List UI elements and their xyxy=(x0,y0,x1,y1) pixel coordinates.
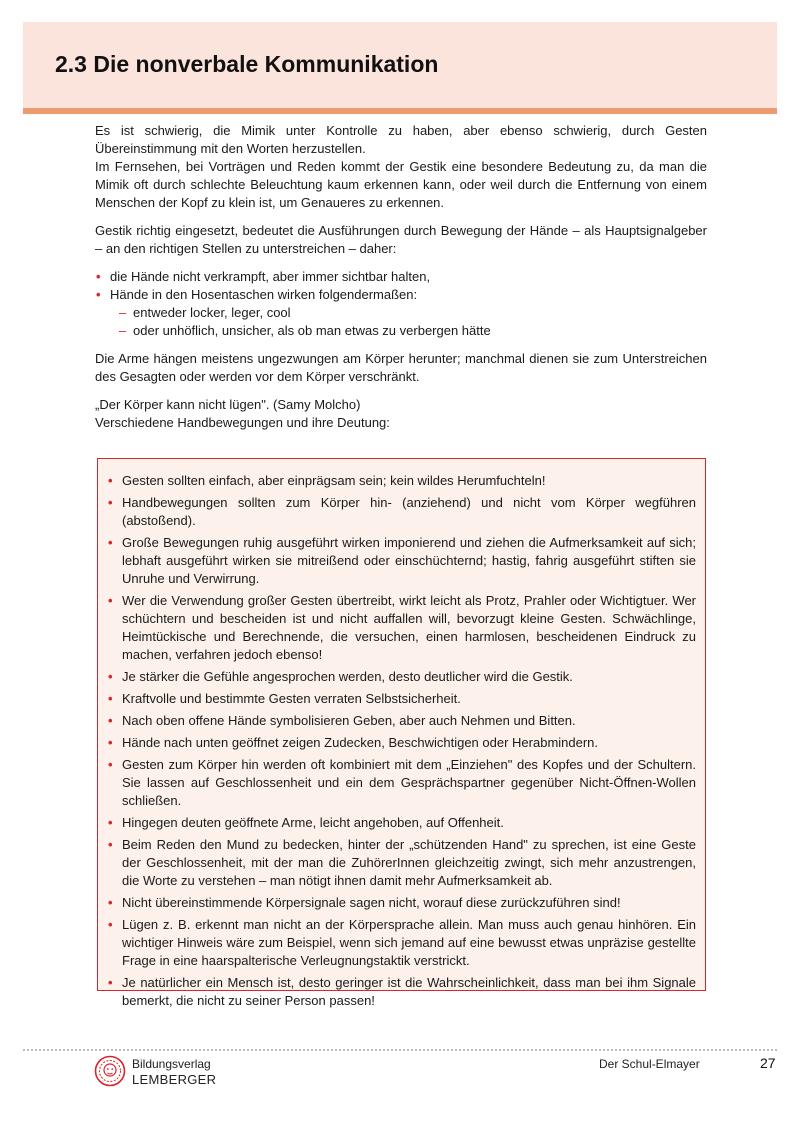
gesture-item: • Lügen z. B. erkennt man nicht an der Körpersprache allein. Man muss auch genau hinhören. Ein wichtiger Hinweis wäre zum Beispiel, wenn sich jemand auf eine bewusst etwas unpräzise gestellte Frage in eine haarspalterische Verleugnungstaktik verstrickt. xyxy=(107,916,696,970)
gesture-item: • Gesten sollten einfach, aber einprägsam sein; kein wildes Herumfuchteln! xyxy=(107,472,696,490)
gesture-item: • Nach oben offene Hände symbolisieren Geben, aber auch Nehmen und Bitten. xyxy=(107,712,696,730)
gesture-item: • Wer die Verwendung großer Gesten übertreibt, wirkt leicht als Protz, Prahler oder Wichtigtuer. Wer schüchtern und bescheiden ist und nicht auffallen will, bevorzugt kleine Gesten. Schwächlinge, Heimtückische und Berechnende, die versuchen, einen harmlosen, bescheidenen Eindruck zu machen, verfahren jedoch ebenso! xyxy=(107,592,696,664)
quote: „Der Körper kann nicht lügen". (Samy Molcho) xyxy=(95,397,361,412)
book-title: Der Schul-Elmayer xyxy=(599,1057,700,1071)
bullet-item: • die Hände nicht verkrampft, aber immer sichtbar halten, xyxy=(95,268,707,286)
gesture-item: • Je natürlicher ein Mensch ist, desto geringer ist die Wahrscheinlichkeit, dass man bei ihm Signale bemerkt, die nicht zu seiner Person passen! xyxy=(107,974,696,1010)
page-title: 2.3 Die nonverbale Kommunikation xyxy=(55,51,439,77)
publisher-name-line1: Bildungsverlag xyxy=(132,1057,211,1071)
gesture-item: • Kraftvolle und bestimmte Gesten verraten Selbstsicherheit. xyxy=(107,690,696,708)
gesture-item: • Je stärker die Gefühle angesprochen werden, desto deutlicher wird die Gestik. xyxy=(107,668,696,686)
gesture-item: • Nicht übereinstimmende Körpersignale sagen nicht, worauf diese zurückzuführen sind! xyxy=(107,894,696,912)
intro-paragraph-3: Gestik richtig eingesetzt, bedeutet die Ausführungen durch Bewegung der Hände – als Hauptsignalgeber – an den richtigen Stellen zu unterstreichen – daher: xyxy=(95,223,707,256)
intro-bullet-list xyxy=(95,268,707,340)
gesture-item: • Hingegen deuten geöffnete Arme, leicht angehoben, auf Offenheit. xyxy=(107,814,696,832)
dash-item: – entweder locker, leger, cool xyxy=(119,304,707,322)
gestures-list xyxy=(107,472,696,1010)
bullet-item xyxy=(95,286,707,340)
publisher-name-line2: LEMBERGER xyxy=(132,1072,217,1087)
lead-text: Verschiedene Handbewegungen und ihre Deutung: xyxy=(95,415,390,430)
gesture-item: • Große Bewegungen ruhig ausgeführt wirken imponierend und ziehen die Aufmerksamkeit auf sich; lebhaft ausgeführt wirken sie mitreißend oder einschüchternd; hastig, fahrig ausgeführt stiften sie Unruhe und Verwirrung. xyxy=(107,534,696,588)
bullet-item-text: Hände in den Hosentaschen wirken folgendermaßen: xyxy=(110,287,418,302)
page-number: 27 xyxy=(760,1055,776,1071)
gesture-item: • Handbewegungen sollten zum Körper hin- (anziehend) und nicht vom Körper wegführen (abstoßend). xyxy=(107,494,696,530)
gesture-item: • Gesten zum Körper hin werden oft kombiniert mit dem „Einziehen" des Kopfes und der Schultern. Sie lassen auf Geschlossenheit und ein dem Gesprächspartner gegenüber Nicht-Öffnen-Wollen schließen. xyxy=(107,756,696,810)
gesture-item: • Beim Reden den Mund zu bedecken, hinter der „schützenden Hand" zu sprechen, ist eine Geste der Geschlossenheit, mit der man die ZuhörerInnen gleichzeitig zwingt, sich mehr anzustrengen, die Worte zu verstehen – man nötigt ihnen damit mehr Aufmerksamkeit ab. xyxy=(107,836,696,890)
gesture-item: • Hände nach unten geöffnet zeigen Zudecken, Beschwichtigen oder Herabmindern. xyxy=(107,734,696,752)
intro-paragraph-4: Die Arme hängen meistens ungezwungen am Körper herunter; manchmal dienen sie zum Unterstreichen des Gesagten oder werden vor dem Körper verschränkt. xyxy=(95,351,707,384)
gestures-box xyxy=(97,458,706,1008)
footer-divider xyxy=(23,1049,777,1051)
intro-text xyxy=(95,122,707,432)
lion-logo-icon xyxy=(94,1055,126,1087)
header-rule xyxy=(23,108,777,114)
intro-paragraph-2: Im Fernsehen, bei Vorträgen und Reden kommt der Gestik eine besondere Bedeutung zu, da man die Mimik oft durch schlechte Beleuchtung kaum erkennen kann, oder weil durch die Entfernung von einem Menschen der Kopf zu klein ist, um Genaueres zu erkennen. xyxy=(95,159,707,210)
dash-list xyxy=(110,304,707,340)
dash-item: – oder unhöflich, unsicher, als ob man etwas zu verbergen hätte xyxy=(119,322,707,340)
intro-paragraph-1: Es ist schwierig, die Mimik unter Kontrolle zu haben, aber ebenso schwierig, durch Gesten Übereinstimmung mit den Worten herzustellen. xyxy=(95,123,707,156)
